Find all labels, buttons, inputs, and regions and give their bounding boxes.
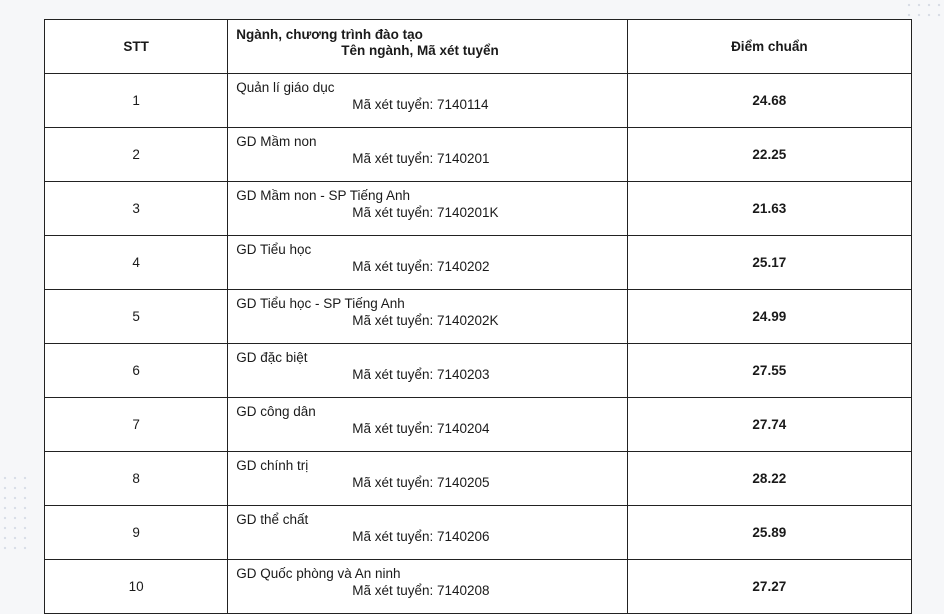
row-program — [228, 236, 627, 290]
admission-score-table-container — [44, 19, 912, 598]
row-score: 27.74 — [627, 398, 911, 452]
header-stt: STT — [45, 20, 228, 74]
row-stt: 2 — [45, 128, 228, 182]
table-row — [45, 290, 912, 344]
table-row — [45, 506, 912, 560]
row-major-name: GD Tiểu học - SP Tiếng Anh — [236, 296, 405, 311]
row-score: 22.25 — [627, 128, 911, 182]
row-admission-code: Mã xét tuyển: 7140202 — [352, 259, 490, 274]
row-score: 28.22 — [627, 452, 911, 506]
row-major-name: Quản lí giáo dục — [236, 80, 335, 95]
table-row — [45, 128, 912, 182]
header-program — [228, 20, 627, 74]
row-stt: 5 — [45, 290, 228, 344]
row-program — [228, 560, 627, 614]
row-program — [228, 506, 627, 560]
row-score: 27.27 — [627, 560, 911, 614]
row-score: 24.99 — [627, 290, 911, 344]
row-major-name: GD Quốc phòng và An ninh — [236, 566, 401, 581]
row-program — [228, 290, 627, 344]
row-admission-code: Mã xét tuyển: 7140114 — [352, 97, 489, 112]
row-admission-code: Mã xét tuyển: 7140205 — [352, 475, 490, 490]
row-admission-code: Mã xét tuyển: 7140201 — [352, 151, 490, 166]
row-major-name: GD đặc biệt — [236, 350, 308, 365]
row-major-name: GD Mầm non - SP Tiếng Anh — [236, 188, 411, 203]
row-program — [228, 182, 627, 236]
background-dots-decoration — [0, 473, 30, 553]
row-stt: 6 — [45, 344, 228, 398]
table-row — [45, 560, 912, 614]
row-stt: 4 — [45, 236, 228, 290]
header-program-line1: Ngành, chương trình đào tạo — [236, 27, 423, 42]
row-major-name: GD thể chất — [236, 512, 309, 527]
table-header-row — [45, 20, 912, 74]
row-major-name: GD chính trị — [236, 458, 309, 473]
row-stt: 8 — [45, 452, 228, 506]
row-stt: 3 — [45, 182, 228, 236]
row-score: 24.68 — [627, 74, 911, 128]
row-admission-code: Mã xét tuyển: 7140206 — [352, 529, 490, 544]
row-program — [228, 128, 627, 182]
row-score: 25.17 — [627, 236, 911, 290]
table-row — [45, 344, 912, 398]
row-stt: 1 — [45, 74, 228, 128]
row-program — [228, 398, 627, 452]
table-row — [45, 236, 912, 290]
row-program — [228, 452, 627, 506]
row-admission-code: Mã xét tuyển: 7140208 — [352, 583, 490, 598]
table-row — [45, 452, 912, 506]
table-row — [45, 182, 912, 236]
row-admission-code: Mã xét tuyển: 7140201K — [352, 205, 499, 220]
row-admission-code: Mã xét tuyển: 7140203 — [352, 367, 490, 382]
row-stt: 7 — [45, 398, 228, 452]
row-major-name: GD Tiểu học — [236, 242, 312, 257]
table-body — [45, 74, 912, 614]
table-header — [45, 20, 912, 74]
row-program — [228, 344, 627, 398]
background-dots-decoration-right — [904, 0, 944, 20]
row-score: 25.89 — [627, 506, 911, 560]
table-row — [45, 398, 912, 452]
row-stt: 9 — [45, 506, 228, 560]
row-score: 27.55 — [627, 344, 911, 398]
row-admission-code: Mã xét tuyển: 7140202K — [352, 313, 499, 328]
header-program-line2: Tên ngành, Mã xét tuyển — [341, 43, 499, 58]
row-stt: 10 — [45, 560, 228, 614]
admission-score-table — [44, 19, 912, 614]
header-score: Điểm chuẩn — [627, 20, 911, 74]
row-program — [228, 74, 627, 128]
row-major-name: GD Mầm non — [236, 134, 317, 149]
row-score: 21.63 — [627, 182, 911, 236]
row-admission-code: Mã xét tuyển: 7140204 — [352, 421, 490, 436]
row-major-name: GD công dân — [236, 404, 316, 419]
table-row — [45, 74, 912, 128]
